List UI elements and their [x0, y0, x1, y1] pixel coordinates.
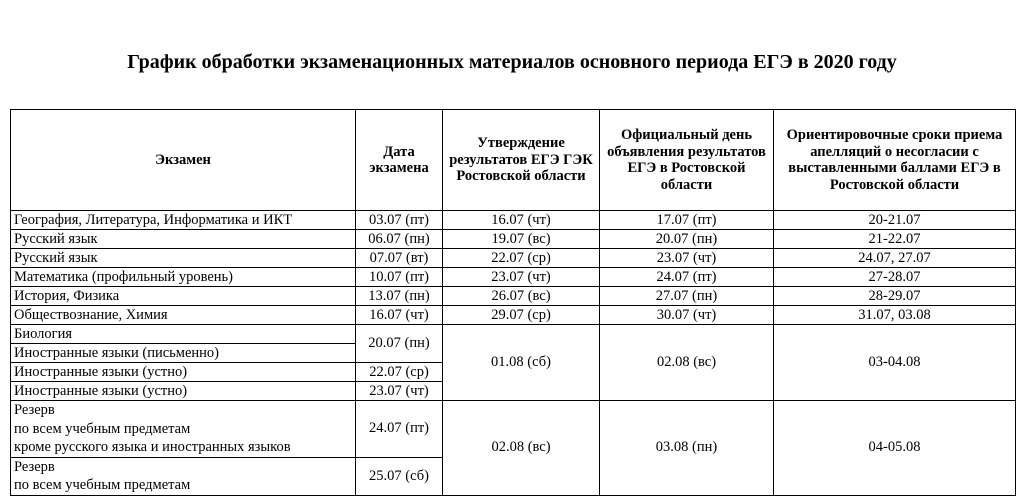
table-row [11, 287, 1016, 306]
table-row [11, 325, 1016, 344]
cell-date: 13.07 (пн) [356, 287, 443, 306]
cell-approval: 02.08 (вс) [443, 401, 600, 496]
page-title: График обработки экзаменационных материалов основного периода ЕГЭ в 2020 году [127, 51, 897, 73]
cell-appeal: 24.07, 27.07 [774, 249, 1016, 268]
header-appeal: Ориентировочные сроки приема апелляций о несогласии с выставленными баллами ЕГЭ в Ростовской области [774, 110, 1016, 211]
cell-approval: 22.07 (ср) [443, 249, 600, 268]
reserve-1-line-2: по всем учебным предметам [14, 420, 191, 437]
cell-date: 22.07 (ср) [356, 363, 443, 382]
table-header-row [11, 110, 1016, 211]
cell-exam: Обществознание, Химия [11, 306, 356, 325]
cell-exam: Русский язык [11, 230, 356, 249]
cell-date: 23.07 (чт) [356, 382, 443, 401]
cell-official: 03.08 (пн) [600, 401, 774, 496]
cell-date: 24.07 (пт) [356, 401, 443, 458]
cell-appeal: 20-21.07 [774, 211, 1016, 230]
cell-official: 17.07 (пт) [600, 211, 774, 230]
cell-approval: 19.07 (вс) [443, 230, 600, 249]
reserve-2-line-1: Резерв [14, 458, 55, 475]
cell-official: 27.07 (пн) [600, 287, 774, 306]
cell-exam: Русский язык [11, 249, 356, 268]
cell-appeal: 28-29.07 [774, 287, 1016, 306]
cell-approval: 29.07 (ср) [443, 306, 600, 325]
table-row [11, 401, 1016, 458]
cell-exam: Биология [11, 325, 356, 344]
cell-exam: Иностранные языки (устно) [11, 363, 356, 382]
header-official: Официальный день объявления результатов ЕГЭ в Ростовской области [600, 110, 774, 211]
cell-official: 02.08 (вс) [600, 325, 774, 401]
cell-exam: Иностранные языки (письменно) [11, 344, 356, 363]
cell-date: 16.07 (чт) [356, 306, 443, 325]
table-row [11, 211, 1016, 230]
cell-appeal: 04-05.08 [774, 401, 1016, 496]
table-row [11, 306, 1016, 325]
table-row [11, 268, 1016, 287]
schedule-table [10, 109, 1016, 496]
cell-exam-reserve-2 [11, 457, 356, 495]
header-exam: Экзамен [11, 110, 356, 211]
cell-date: 03.07 (пт) [356, 211, 443, 230]
table-row [11, 249, 1016, 268]
reserve-1-line-3: кроме русского языка и иностранных языков [14, 439, 291, 455]
cell-approval: 16.07 (чт) [443, 211, 600, 230]
reserve-2-line-2: по всем учебным предметам [14, 477, 191, 493]
cell-official: 20.07 (пн) [600, 230, 774, 249]
reserve-1-line-1: Резерв [14, 402, 55, 418]
cell-date: 07.07 (вт) [356, 249, 443, 268]
cell-approval: 23.07 (чт) [443, 268, 600, 287]
table-row [11, 230, 1016, 249]
cell-official: 30.07 (чт) [600, 306, 774, 325]
cell-exam: История, Физика [11, 287, 356, 306]
cell-official: 23.07 (чт) [600, 249, 774, 268]
cell-appeal: 31.07, 03.08 [774, 306, 1016, 325]
header-approval: Утверждение результатов ЕГЭ ГЭК Ростовской области [443, 110, 600, 211]
cell-appeal: 03-04.08 [774, 325, 1016, 401]
cell-exam: Иностранные языки (устно) [11, 382, 356, 401]
cell-appeal: 27-28.07 [774, 268, 1016, 287]
cell-exam: География, Литература, Информатика и ИКТ [11, 211, 356, 230]
cell-date: 20.07 (пн) [356, 325, 443, 363]
cell-date: 10.07 (пт) [356, 268, 443, 287]
cell-approval: 26.07 (вс) [443, 287, 600, 306]
cell-official: 24.07 (пт) [600, 268, 774, 287]
cell-date: 06.07 (пн) [356, 230, 443, 249]
header-date: Дата экзамена [356, 110, 443, 211]
cell-appeal: 21-22.07 [774, 230, 1016, 249]
cell-exam-reserve-1 [11, 401, 356, 458]
cell-approval: 01.08 (сб) [443, 325, 600, 401]
cell-exam: Математика (профильный уровень) [11, 268, 356, 287]
cell-date: 25.07 (сб) [356, 457, 443, 495]
